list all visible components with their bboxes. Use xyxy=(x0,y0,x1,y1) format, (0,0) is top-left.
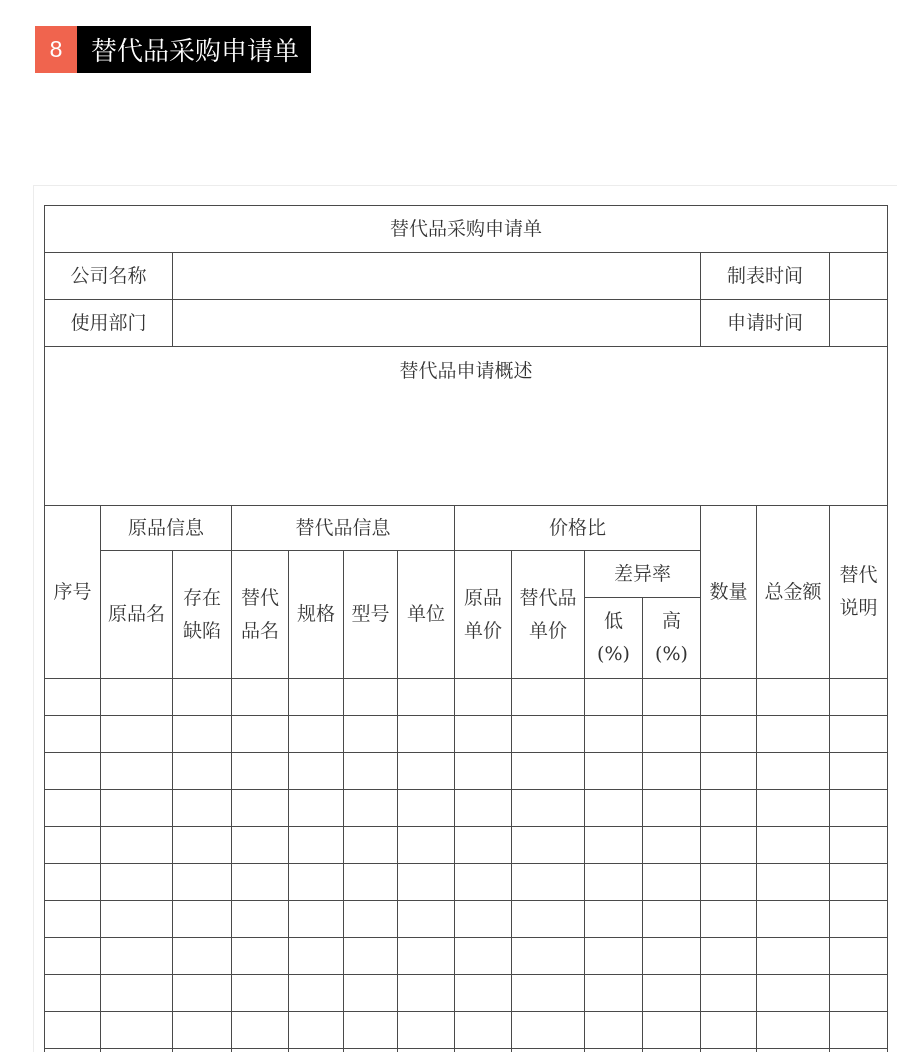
table-cell[interactable] xyxy=(173,864,232,901)
table-cell[interactable] xyxy=(585,1049,643,1052)
table-cell[interactable] xyxy=(757,679,830,716)
header-original-name: 原品名 xyxy=(101,551,173,679)
table-cell[interactable] xyxy=(512,901,585,938)
header-defect-line2: 缺陷 xyxy=(173,615,231,648)
table-cell[interactable] xyxy=(585,938,643,975)
table-cell[interactable] xyxy=(173,901,232,938)
table-cell[interactable] xyxy=(101,716,173,753)
header-high-percent xyxy=(643,598,701,679)
table-cell[interactable] xyxy=(830,827,888,864)
table-cell[interactable] xyxy=(830,901,888,938)
table-row xyxy=(45,975,888,1012)
table-cell[interactable] xyxy=(173,679,232,716)
table-cell[interactable] xyxy=(45,716,101,753)
table-cell[interactable] xyxy=(289,679,344,716)
table-cell[interactable] xyxy=(830,790,888,827)
table-cell[interactable] xyxy=(455,716,512,753)
table-cell[interactable] xyxy=(45,1049,101,1052)
table-cell[interactable] xyxy=(101,790,173,827)
table-cell[interactable] xyxy=(232,679,289,716)
created-time-field[interactable] xyxy=(830,253,888,300)
table-cell[interactable] xyxy=(455,679,512,716)
table-cell[interactable] xyxy=(830,716,888,753)
table-cell[interactable] xyxy=(173,753,232,790)
table-cell[interactable] xyxy=(455,1049,512,1052)
table-cell[interactable] xyxy=(45,864,101,901)
data-rows xyxy=(45,679,888,1052)
table-cell[interactable] xyxy=(701,938,757,975)
table-cell[interactable] xyxy=(585,901,643,938)
table-cell[interactable] xyxy=(232,901,289,938)
table-cell[interactable] xyxy=(757,938,830,975)
table-row xyxy=(45,1012,888,1049)
created-time-label: 制表时间 xyxy=(701,253,830,300)
table-cell[interactable] xyxy=(701,1049,757,1052)
table-cell[interactable] xyxy=(45,975,101,1012)
table-row xyxy=(45,1049,888,1052)
header-model: 型号 xyxy=(344,551,398,679)
table-cell[interactable] xyxy=(455,753,512,790)
table-cell[interactable] xyxy=(289,864,344,901)
table-row xyxy=(45,901,888,938)
table-cell[interactable] xyxy=(101,679,173,716)
table-cell[interactable] xyxy=(455,938,512,975)
table-cell[interactable] xyxy=(398,1049,455,1052)
table-cell[interactable] xyxy=(643,1049,701,1052)
header-original-price-line2: 单价 xyxy=(455,615,511,648)
table-cell[interactable] xyxy=(757,716,830,753)
table-cell[interactable] xyxy=(45,938,101,975)
table-cell[interactable] xyxy=(643,827,701,864)
header-original-price-line1: 原品 xyxy=(455,582,511,615)
table-cell[interactable] xyxy=(757,790,830,827)
table-cell[interactable] xyxy=(173,938,232,975)
table-cell[interactable] xyxy=(830,1012,888,1049)
header-quantity: 数量 xyxy=(701,506,757,679)
table-cell[interactable] xyxy=(757,864,830,901)
table-cell[interactable] xyxy=(830,753,888,790)
table-cell[interactable] xyxy=(289,753,344,790)
table-cell[interactable] xyxy=(45,753,101,790)
table-cell[interactable] xyxy=(45,901,101,938)
table-cell[interactable] xyxy=(101,1012,173,1049)
table-cell[interactable] xyxy=(701,716,757,753)
table-cell[interactable] xyxy=(344,938,398,975)
header-substitute-note-line1: 替代 xyxy=(830,559,887,592)
table-cell[interactable] xyxy=(289,716,344,753)
table-cell[interactable] xyxy=(455,790,512,827)
table-cell[interactable] xyxy=(643,975,701,1012)
table-row xyxy=(45,827,888,864)
table-cell[interactable] xyxy=(701,1012,757,1049)
header-original-info: 原品信息 xyxy=(101,506,232,551)
table-cell[interactable] xyxy=(173,716,232,753)
apply-time-field[interactable] xyxy=(830,300,888,347)
table-cell[interactable] xyxy=(101,901,173,938)
table-row xyxy=(45,716,888,753)
department-label: 使用部门 xyxy=(45,300,173,347)
header-unit: 单位 xyxy=(398,551,455,679)
table-cell[interactable] xyxy=(512,864,585,901)
header-price-ratio: 价格比 xyxy=(455,506,701,551)
table-cell[interactable] xyxy=(173,1012,232,1049)
table-cell[interactable] xyxy=(344,716,398,753)
table-cell[interactable] xyxy=(757,827,830,864)
table-cell[interactable] xyxy=(344,864,398,901)
table-cell[interactable] xyxy=(585,679,643,716)
table-cell[interactable] xyxy=(398,901,455,938)
header-low-line1: 低 xyxy=(585,605,642,638)
table-cell[interactable] xyxy=(45,790,101,827)
table-cell[interactable] xyxy=(344,679,398,716)
company-name-field[interactable] xyxy=(173,253,701,300)
table-row xyxy=(45,790,888,827)
table-cell[interactable] xyxy=(289,1049,344,1052)
table-cell[interactable] xyxy=(289,790,344,827)
table-cell[interactable] xyxy=(757,1049,830,1052)
summary-label: 替代品申请概述 xyxy=(45,347,887,388)
table-cell[interactable] xyxy=(585,1012,643,1049)
table-cell[interactable] xyxy=(173,827,232,864)
table-row xyxy=(45,864,888,901)
header-substitute-name-line2: 品名 xyxy=(232,615,288,648)
table-cell[interactable] xyxy=(173,790,232,827)
header-high-line1: 高 xyxy=(643,605,700,638)
header-defect-line1: 存在 xyxy=(173,582,231,615)
purchase-request-form xyxy=(44,205,888,1052)
table-cell[interactable] xyxy=(45,827,101,864)
summary-area[interactable] xyxy=(45,347,888,506)
header-high-line2: (%) xyxy=(643,638,700,671)
table-cell[interactable] xyxy=(398,753,455,790)
header-spec: 规格 xyxy=(289,551,344,679)
table-cell[interactable] xyxy=(701,901,757,938)
company-name-label: 公司名称 xyxy=(45,253,173,300)
table-cell[interactable] xyxy=(830,1049,888,1052)
table-row xyxy=(45,753,888,790)
table-cell[interactable] xyxy=(398,975,455,1012)
table-cell[interactable] xyxy=(232,864,289,901)
table-cell[interactable] xyxy=(398,716,455,753)
header-diff-rate: 差异率 xyxy=(585,551,701,598)
header-substitute-note-line2: 说明 xyxy=(830,592,887,625)
table-cell[interactable] xyxy=(643,753,701,790)
table-cell[interactable] xyxy=(232,1049,289,1052)
header-substitute-note xyxy=(830,506,888,679)
table-cell[interactable] xyxy=(512,753,585,790)
table-cell[interactable] xyxy=(585,975,643,1012)
table-row xyxy=(45,938,888,975)
header-original-price xyxy=(455,551,512,679)
table-cell[interactable] xyxy=(173,975,232,1012)
table-cell[interactable] xyxy=(830,975,888,1012)
table-cell[interactable] xyxy=(232,790,289,827)
table-cell[interactable] xyxy=(701,975,757,1012)
table-cell[interactable] xyxy=(101,938,173,975)
section-title: 替代品采购申请单 xyxy=(77,26,311,73)
table-cell[interactable] xyxy=(344,1049,398,1052)
table-cell[interactable] xyxy=(289,938,344,975)
table-cell[interactable] xyxy=(344,975,398,1012)
header-substitute-name xyxy=(232,551,289,679)
table-cell[interactable] xyxy=(701,790,757,827)
table-cell[interactable] xyxy=(101,753,173,790)
header-substitute-price xyxy=(512,551,585,679)
table-cell[interactable] xyxy=(289,827,344,864)
table-cell[interactable] xyxy=(344,827,398,864)
section-number-badge: 8 xyxy=(35,26,77,73)
table-cell[interactable] xyxy=(398,864,455,901)
table-cell[interactable] xyxy=(512,790,585,827)
header-substitute-price-line1: 替代品 xyxy=(512,582,584,615)
table-cell[interactable] xyxy=(643,679,701,716)
table-cell[interactable] xyxy=(101,864,173,901)
table-cell[interactable] xyxy=(398,938,455,975)
table-cell[interactable] xyxy=(289,975,344,1012)
table-cell[interactable] xyxy=(232,1012,289,1049)
table-cell[interactable] xyxy=(398,1012,455,1049)
header-seq: 序号 xyxy=(45,506,101,679)
form-title: 替代品采购申请单 xyxy=(45,206,888,253)
table-cell[interactable] xyxy=(701,827,757,864)
table-cell[interactable] xyxy=(585,864,643,901)
table-cell[interactable] xyxy=(455,1012,512,1049)
table-cell[interactable] xyxy=(101,1049,173,1052)
table-cell[interactable] xyxy=(757,1012,830,1049)
table-row xyxy=(45,679,888,716)
table-cell[interactable] xyxy=(232,753,289,790)
table-cell[interactable] xyxy=(830,679,888,716)
section-header xyxy=(35,26,311,73)
header-substitute-price-line2: 单价 xyxy=(512,615,584,648)
table-cell[interactable] xyxy=(701,864,757,901)
table-cell[interactable] xyxy=(512,1012,585,1049)
table-cell[interactable] xyxy=(455,864,512,901)
table-cell[interactable] xyxy=(289,1012,344,1049)
table-cell[interactable] xyxy=(398,827,455,864)
table-cell[interactable] xyxy=(512,975,585,1012)
table-cell[interactable] xyxy=(512,938,585,975)
table-cell[interactable] xyxy=(173,1049,232,1052)
table-cell[interactable] xyxy=(830,938,888,975)
table-cell[interactable] xyxy=(455,975,512,1012)
table-cell[interactable] xyxy=(232,938,289,975)
table-cell[interactable] xyxy=(344,790,398,827)
table-cell[interactable] xyxy=(643,864,701,901)
table-cell[interactable] xyxy=(101,975,173,1012)
table-cell[interactable] xyxy=(232,827,289,864)
table-cell[interactable] xyxy=(643,1012,701,1049)
table-cell[interactable] xyxy=(701,753,757,790)
apply-time-label: 申请时间 xyxy=(701,300,830,347)
table-cell[interactable] xyxy=(757,901,830,938)
table-cell[interactable] xyxy=(512,679,585,716)
table-cell[interactable] xyxy=(289,901,344,938)
header-low-percent xyxy=(585,598,643,679)
table-cell[interactable] xyxy=(643,716,701,753)
table-cell[interactable] xyxy=(643,938,701,975)
table-cell[interactable] xyxy=(398,679,455,716)
document-image xyxy=(33,185,897,1052)
table-cell[interactable] xyxy=(398,790,455,827)
table-cell[interactable] xyxy=(585,716,643,753)
header-total-amount: 总金额 xyxy=(757,506,830,679)
table-cell[interactable] xyxy=(101,827,173,864)
department-field[interactable] xyxy=(173,300,701,347)
table-cell[interactable] xyxy=(455,827,512,864)
table-cell[interactable] xyxy=(45,1012,101,1049)
table-cell[interactable] xyxy=(701,679,757,716)
table-cell[interactable] xyxy=(344,1012,398,1049)
table-cell[interactable] xyxy=(455,901,512,938)
header-substitute-name-line1: 替代 xyxy=(232,582,288,615)
table-cell[interactable] xyxy=(585,790,643,827)
table-cell[interactable] xyxy=(344,753,398,790)
table-cell[interactable] xyxy=(757,975,830,1012)
header-low-line2: (%) xyxy=(585,638,642,671)
table-cell[interactable] xyxy=(45,679,101,716)
table-cell[interactable] xyxy=(512,827,585,864)
table-cell[interactable] xyxy=(512,1049,585,1052)
table-cell[interactable] xyxy=(643,790,701,827)
header-defect xyxy=(173,551,232,679)
table-cell[interactable] xyxy=(344,901,398,938)
table-cell[interactable] xyxy=(232,975,289,1012)
header-substitute-info: 替代品信息 xyxy=(232,506,455,551)
table-cell[interactable] xyxy=(512,716,585,753)
table-cell[interactable] xyxy=(757,753,830,790)
table-cell[interactable] xyxy=(585,753,643,790)
table-cell[interactable] xyxy=(830,864,888,901)
table-cell[interactable] xyxy=(585,827,643,864)
table-cell[interactable] xyxy=(232,716,289,753)
table-cell[interactable] xyxy=(643,901,701,938)
